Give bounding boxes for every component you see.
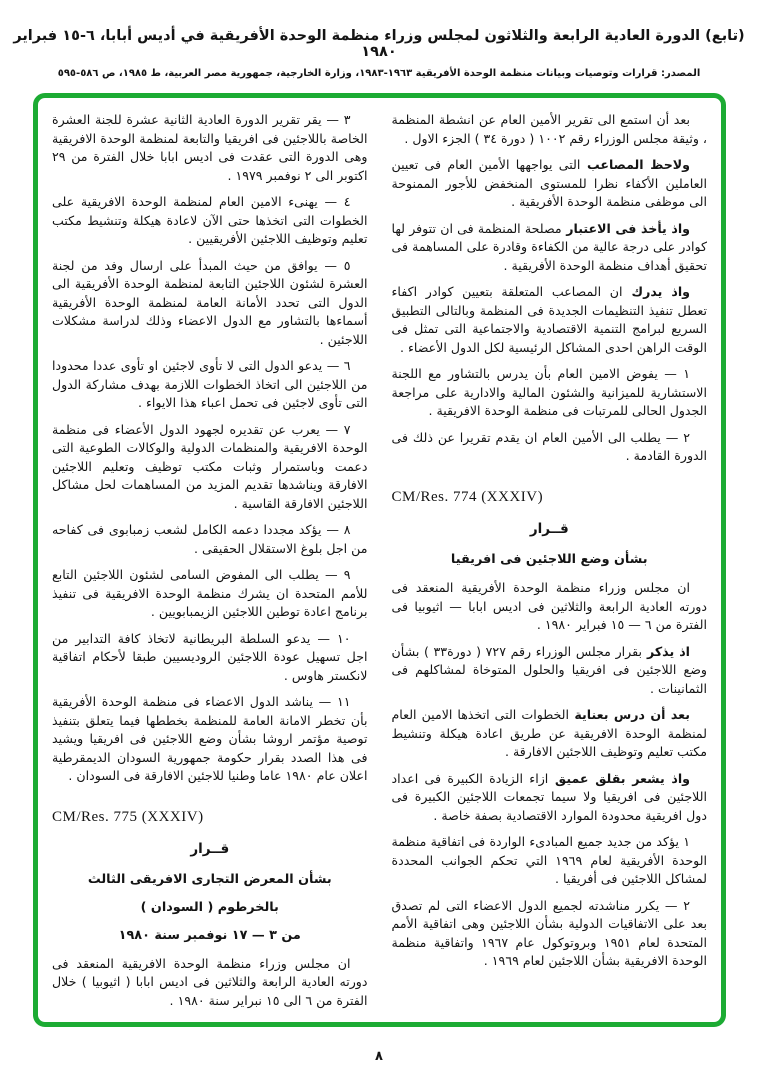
paragraph: ٨ — يؤكد مجددا دعمه الكامل لشعب زمبابوى فى كفاحه من اجل بلوغ الاستقلال الحقيقى . [52, 522, 368, 556]
paragraph: ان مجلس وزراء منظمة الوحدة الأفريقية المنعقد فى دورته العادية الرابعة والثلاثين فى اديس ابابا — اثيوبيا فى الفترة من ٦ — ١٥ فبراير ١٩٨٠ . [391, 580, 707, 633]
paragraph: ٢ — يكرر مناشدته لجميع الدول الاعضاء التى لم تصدق بعد على الاتفاقيات الدولية بشأن اللاجئين وهى اتفاقية الأمم المتحدة لعام ١٩٥١ وبروتوكول عام ١٩٦٧ واتفاقية منظمة الوحدة الافريقية بشأن اللاجئين لعام ١٩٦٩ . [391, 897, 707, 969]
paragraph: ٦ — يدعو الدول التى لا تأوى لاجئين او تأوى عددا محدودا من اللاجئين الى اتخاذ الخطوات اللازمة بهدف مشاركة الدول التى تأوى لاجئين فى تحمل اعباء هذا الايواء . [52, 358, 368, 410]
paragraph-lead: ولاحظ المصاعب [580, 157, 690, 172]
paragraph: واذ يشعر بقلق عميق ازاء الزيادة الكبيرة فى اعداد اللاجئين فى افريقيا ولا سيما تجمعات اللاجئين الكبيرة فى دول افريقية محدودة الموارد الاقتصادية بصفة خاصة . [391, 770, 707, 823]
right-column [392, 111, 708, 1012]
resolution-subtitle: من ٣ — ١٧ نوفمبر سنة ١٩٨٠ [118, 927, 301, 943]
resolution-heading: قــرار [190, 840, 230, 857]
paragraph: ١٠ — يدعو السلطة البريطانية لاتخاذ كافة التدابير من اجل تسهيل عودة اللاجئين الروديسيين طبقا لأحكام اتفاقية لانكستر هاوس . [52, 630, 368, 683]
paragraph-lead: واذ يدرك [622, 284, 690, 299]
green-frame [33, 93, 726, 1027]
resolution-subtitle: بشأن وضع اللاجئين فى افريقيا [450, 552, 648, 568]
paragraph-lead: واذ يأخذ فى الاعتبار [561, 220, 690, 236]
page-number: ٨ [375, 1049, 383, 1064]
page-header [0, 28, 758, 79]
paragraph: ان مجلس وزراء منظمة الوحدة الافريقية المنعقد فى دورته العادية الرابعة والثلاثين فى اديس ابابا ( اثيوبيا ) خلال الفترة من ٦ الى ١٥ نبراير سنة ١٩٨٠ . [52, 955, 368, 1008]
paragraph: بعد أن درس بعناية الخطوات التى اتخذها الامين العام لمنظمة الوحدة الافريقية عن طريق اعادة هيكلة وتنشيط مكتب تعليم وتوظيف اللاجئين الافارقة . [391, 707, 707, 760]
header-source-citation: المصدر: قرارات وتوصيات وبيانات منظمة الوحدة الأفريقية ١٩٦٣-١٩٨٣، وزارة الخارجية، جمهورية مصر العربية، ط ١٩٨٥، ص ٥٨٦-٥٩٥ [57, 68, 701, 79]
paragraph: ٩ — يطلب الى المفوض السامى لشئون اللاجئين التابع للأمم المتحدة ان يشرك منظمة الوحدة الافريقية فى تنفيذ برنامج اعادة توطين اللاجئين الزيمبابويين . [52, 567, 368, 619]
paragraph: واذ يأخذ فى الاعتبار مصلحة المنظمة فى ان تتوفر لها كوادر على درجة عالية من الكفاءة وقادرة على المساهمة فى تحقيق أهداف منظمة الوحدة الأفريقية . [391, 220, 707, 273]
paragraph: ٧ — يعرب عن تقديره لجهود الدول الأعضاء فى منظمة الوحدة الافريقية والمنظمات الدولية والوكالات الطوعية التى دعمت وباستمرار وثبات مكتب توظيف وتعليم اللاجئين الافارقة ويناشدها تقديم المزيد من المساهمات لحل مشاكل اللاجئين الافارقة القاسية . [52, 421, 368, 511]
header-session-title: (تابع) الدورة العادية الرابعة والثلاثون لمجلس وزراء منظمة الوحدة الأفريقية في أديس أبابا، ٦-١٥ فبراير ١٩٨٠ [13, 28, 745, 60]
resolution-subtitle: بشأن المعرض التجارى الافريقى الثالث [87, 872, 332, 888]
paragraph: واذ يدرك ان المصاعب المتعلقة بتعيين كوادر اكفاء تعطل تنفيذ التنظيمات الجديدة فى المنظمة وبالتالى التطبيق السريع لبرامج التنمية الاقتصادية والاجتماعية التى تمثل فى الوقت الراهن احدى المشاكل الرئيسية لكل الدول الأعضاء . [391, 284, 707, 355]
resolution-ref: CM/Res. 774 (XXXIV) [391, 488, 544, 505]
paragraph: ٤ — يهنىء الامين العام لمنظمة الوحدة الافريقية على الخطوات التى اتخذها حتى الآن لاعادة هيكلة وتنشيط مكتب تعليم وتوظيف اللاجئين الأفريقيين . [52, 194, 368, 246]
paragraph: ١١ — يناشد الدول الاعضاء فى منظمة الوحدة الأفريقية بأن تخطر الامانة العامة للمنظمة بخططها فيما يتعلق بتنفيذ توصية مؤتمر اروشا بشأن وضع اللاجئين فى افريقيا ويشيد فى هذا الصدد بقرار حكومة جمهورية السودان الديمقرطية اعلان عام ١٩٨٠ عاما وطنيا للاجئين الافارقة فى السودان . [52, 694, 368, 783]
paragraph: ٢ — يطلب الى الأمين العام ان يقدم تقريرا عن ذلك فى الدورة القادمة . [391, 429, 707, 463]
paragraph: ولاحظ المصاعب التى يواجهها الأمين العام فى تعيين العاملين الأكفاء نظرا للمستوى المنخفض للأجور الممنوحة الى موظفى منظمة الوحدة الأفريقية . [391, 157, 707, 209]
paragraph-lead: واذ يشعر بقلق عميق [548, 770, 690, 786]
resolution-subtitle: بالخرطوم ( السودان ) [140, 900, 279, 916]
two-column-layout [38, 98, 721, 1022]
left-column [52, 111, 368, 1012]
paragraph: اذ يذكر بقرار مجلس الوزراء رقم ٧٢٧ ( دورة٣٣ ) بشأن وضع اللاجئين فى افريقيا والحلول المتوخاة لمشاكلهم فى الثمانينات . [391, 643, 707, 696]
paragraph-lead: بعد أن درس بعناية [569, 707, 690, 723]
paragraph: ٣ — يقر تقرير الدورة العادية الثانية عشرة للجنة العشرة الخاصة باللاجئين فى افريقيا والتابعة لمنظمة الوحدة الافريقية وهى الدورة التى عقدت فى اديس ابابا خلال الفترة من ٢٩ اكتوبر الى ٢ نوفمبر ١٩٧٩ . [52, 112, 368, 183]
paragraph: ١ يؤكد من جديد جميع المبادىء الواردة فى اتفاقية منظمة الوحدة الأفريقية لعام ١٩٦٩ التي تحكم الجوانب المحددة لمشاكل اللاجئين فى أفريقيا . [391, 834, 707, 887]
resolution-heading: قــرار [529, 520, 569, 537]
resolution-ref: CM/Res. 775 (XXXIV) [52, 808, 204, 825]
paragraph: ٥ — يوافق من حيث المبدأ على ارسال وفد من لجنة العشرة لشئون اللاجئين التابعة لمنظمة الوحدة الأفريقية الى الدول التى تحدد الأمانة العامة لمنظمة الوحدة الأفريقية أسماءها بالتشاور مع الدول الاعضاء وذلك لدراسة مشكلات اللاجئين . [52, 257, 368, 347]
paragraph-lead: اذ يذكر [641, 643, 690, 659]
paragraph: بعد أن استمع الى تقرير الأمين العام عن انشطة المنظمة ، وثيقة مجلس الوزراء رقم ١٠٠٢ ( دورة ٣٤ ) الجزء الاول . [391, 112, 707, 146]
paragraph: ١ — يفوض الامين العام بأن يدرس بالتشاور مع اللجنة الاستشارية للميزانية والشئون المالية والادارية على مراجعة الجدول الحالى للمرتبات فى منظمة الوحدة الافريقية . [391, 366, 707, 418]
